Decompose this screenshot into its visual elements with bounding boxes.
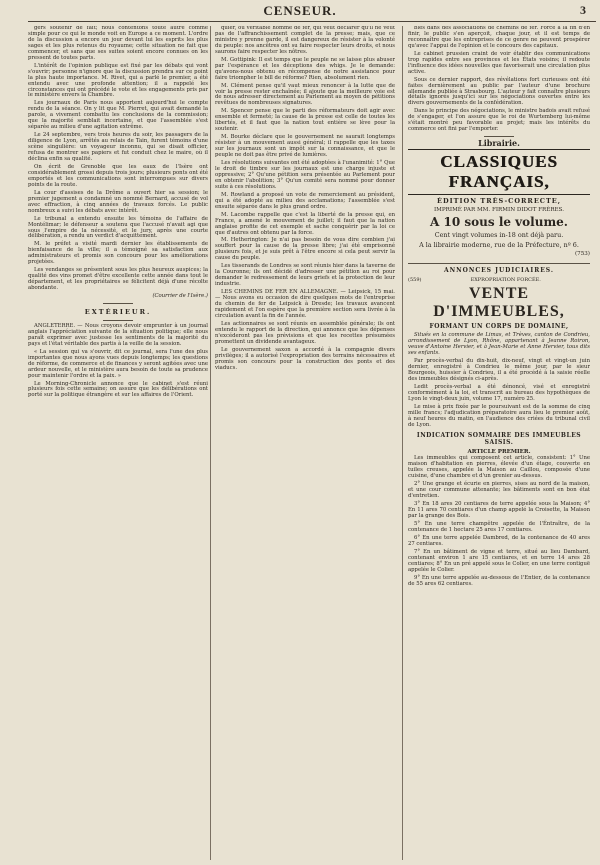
edition-subtitle: ÉDITION TRÈS-CORRECTE, xyxy=(436,197,562,206)
article-paragraph: Le Morning-Chronicle annonce que le cabinet s'est réuni plusieurs fois cette semaine; on assure que les délibérations ont porté sur la politique étrangère et sur les affaires de l'Orient. xyxy=(28,380,208,399)
article-paragraph: On écrit de Grenoble que les eaux de l'Isère ont considérablement grossi depuis trois jours; plusieurs ponts ont été emportés et les communications sont interrompues sur divers points de la route. xyxy=(28,163,208,188)
column-divider xyxy=(210,26,211,860)
volumes-line: Cent vingt volumes in-18 ont déjà paru. xyxy=(434,231,564,240)
column-middle xyxy=(215,26,395,860)
notice-paragraph: Ledit procès-verbal a été dénoncé, visé et enregistré conformément à la loi, et transcrit au bureau des hypothèques de Lyon le vingt-deux juin, volume 17, numéro 25. xyxy=(408,383,590,402)
notice-paragraph: Situés en la commune de Limas, et Trèves, canton de Condrieu, arrondissement de Lyon, Rhône, appartenant à Jeanne Roiron, veuve d'Antoine Hervier, et à Jean-Marie et Anne Hervier, tous dits ses enfants. xyxy=(408,332,590,357)
notice-paragraph: 9° En une terre appelée au-dessous de l'Entier, de la contenance de 55 ares 62 centiares. xyxy=(408,574,590,587)
article-premier-heading: ARTICLE PREMIER. xyxy=(467,449,531,456)
classiques-francais-title: CLASSIQUES FRANÇAIS, xyxy=(408,149,590,195)
article-paragraph: Le gouvernement saxon a accordé à la compagnie divers privilèges; il a autorisé l'expropriation des terrains nécessaires et promis son concours pour la construction des ponts et des viaducs. xyxy=(215,346,395,371)
section-divider xyxy=(103,320,133,321)
article-paragraph: Sous ce dernier rapport, des révélations fort curieuses ont été faites dernièrement au public par l'auteur d'une brochure allemande publiée à Strasbourg. L'auteur y fait connaître plusieurs détails ignorés jusqu'ici sur les négociations ouvertes entre les divers gouvernements de la confédération. xyxy=(408,76,590,107)
notice-paragraph: 6° En une terre appelée Dambred, de la contenance de 40 ares 27 centiares. xyxy=(408,534,590,547)
notice-paragraph: Par procès-verbal du dix-huit, dix-neuf, vingt et vingt-un juin dernier, enregistré à Condrieu le même jour, par le sieur Bourgeois, huissier à Condrieu, il a été procédé à la saisie réelle des immeubles désignés ci-après. xyxy=(408,357,590,382)
article-paragraph: M. Hetherington: Je n'ai pas besoin de vous dire combien j'ai souffert pour la cause de la presse libre; j'ai été emprisonné plusieurs fois, et je suis prêt à l'être encore si cela peut servir la cause du peuple. xyxy=(215,237,395,262)
reference-number: (753) xyxy=(574,251,590,258)
article-paragraph: « La session qui va s'ouvrir, dit ce journal, sera l'une des plus importantes que nous ayons vues depuis longtemps; les questions de réforme, de commerce et de finances y seront agitées avec une ardeur nouvelle, et le ministère aura besoin de toute sa prudence pour maintenir l'ordre et la paix. » xyxy=(28,348,208,379)
article-paragraph: M. Rowland a proposé un vote de remerciement au président, qui a été adopté au milieu des acclamations; l'assemblée s'est ensuite séparée dans le plus grand ordre. xyxy=(215,191,395,210)
indication-sommaire-heading: INDICATION SOMMAIRE DES IMMEUBLES SAISIS. xyxy=(416,432,582,447)
article-paragraph: M. Bourke déclare que le gouvernement ne saurait longtemps résister à un mouvement aussi général; il rappelle que les taxes sur les journaux sont un impôt sur la connaissance, et que le peuple ne doit pas être privé de lumières. xyxy=(215,134,395,159)
article-paragraph: blés dans des associations de chemins de fer. Force à la fin d'en finir, le public s'en aperçoit, chaque jour, et il est temps de reconnaître que les entreprises de ce genre ne peuvent prospérer qu'avec l'appui de l'opinion et le concours des capitaux. xyxy=(408,26,590,49)
annonces-judiciaires-heading: ANNONCES JUDICIAIRES. xyxy=(408,263,590,274)
newspaper-title: CENSEUR. xyxy=(263,3,337,18)
article-paragraph: M. Spencer pense que le parti des réformateurs doit agir avec ensemble et fermeté; la cause de la presse est celle de toutes les libertés, et il faut que la nation tout entière se lève pour la soutenir. xyxy=(215,108,395,133)
vente-immeubles-title: VENTE D'IMMEUBLES, xyxy=(433,285,565,321)
vente-subtitle: FORMANT UN CORPS DE DOMAINE, xyxy=(429,323,569,331)
price-line: A 10 sous le volume. xyxy=(430,215,568,230)
notice-paragraph: 5° En une terre champêtre appelée de l'Éntraître, de la contenance de 1 hectare 25 ares 17 centiares. xyxy=(408,520,590,533)
article-paragraph: La cour d'assises de la Drôme a ouvert hier sa session; le premier jugement a condamné un nommé Bernard, accusé de vol avec effraction, à cinq années de travaux forcés. Le public nombreux a suivi les débats avec intérêt. xyxy=(28,189,208,214)
column-left xyxy=(28,26,208,860)
article-paragraph: LES CHEMINS DE FER EN ALLEMAGNE. — Leipsick, 15 mai. — Nous avons eu occasion de dire quelques mots de l'entreprise du chemin de fer de Leipsick à Dresde; les travaux avancent rapidement et l'on espère que la première section sera livrée à la circulation avant la fin de l'année. xyxy=(215,289,395,319)
article-paragraph: Le 24 septembre, vers trois heures du soir, les passagers de la diligence de Lyon, arrêtés au relais de Tain, furent témoins d'une scène singulière: un voyageur inconnu, qui se disait officier, refusa de montrer ses papiers et fut conduit chez le maire, où il déclina enfin sa qualité. xyxy=(28,132,208,163)
article-paragraph: L'intérêt de l'opinion publique est fixé par les débats qui vont s'ouvrir; personne n'ignore que la discussion prendra sur ce point la plus haute importance. M. Rivet, qui a parlé le premier, a été entendu avec une profonde attention; il a rappelé les circonstances qui ont précédé le vote et les engagements pris par le ministère envers la Chambre. xyxy=(28,62,208,99)
printer-line: IMPRIMÉ PAR MM. FIRMIN DIDOT FRÈRES. xyxy=(433,207,565,214)
page-number: 3 xyxy=(580,3,586,17)
notice-paragraph: 7° En un bâtiment de vigne et terre, situé au lieu Dambard, contenant environ 1 are 15 centiares, et en terre 14 ares 28 centiares; 8° En un pré appelé sous le Colier, en une terre contiguë appelée le Colier. xyxy=(408,548,590,573)
article-paragraph: M. le préfet a visité mardi dernier les établissements de bienfaisance de la ville; il a témoigné sa satisfaction aux administrateurs et promis son concours pour les améliorations projetées. xyxy=(28,241,208,266)
article-paragraph: Les tisserands de Londres se sont réunis hier dans la taverne de la Couronne; ils ont décidé d'adresser une pétition au roi pour demander le redressement de leurs griefs et la protection de leur industrie. xyxy=(215,263,395,288)
notice-paragraph: 2° Une grange et écurie en pierres, sises au nord de la maison, et une cour commune attenante; les bâtiments sont en bon état d'entretien. xyxy=(408,481,590,500)
article-paragraph: gers soutenir de fait; nous contentons toute autre comme simple pour ce qui le monde voit en Europe a ce moment. L'ordre de la discussion a encore un jour devant lui les esprits les plus sages et les plus retenus du royaume; cette situation ne fait que commencer, et sans que ses suites soient encore connues on les pressent de toutes parts. xyxy=(28,26,208,61)
librairie-heading: Librairie. xyxy=(478,138,520,149)
article-paragraph: quier, ou véritable homme de fer, qui veut déclarer qu'il ne veut pas de l'affranchissement complet de la presse; mais, que ce ministre y prenne garde, il est dangereux de résister à la volonté du peuple: nos ancêtres ont su faire respecter leurs droits, et nous saurons faire respecter les nôtres. xyxy=(215,26,395,55)
notice-paragraph: 3° En 18 ares 20 centiares de terre appelée sous la Maison; 4° En 11 ares 70 centiares d'un champ appelé la Croisette, la Maison par la grange des Bois. xyxy=(408,501,590,520)
section-divider xyxy=(484,136,514,137)
article-paragraph: Le cabinet prussien craint de voir établir des communications trop rapides entre ses provinces et les États voisins; il redoute l'influence des idées nouvelles que favoriserait une circulation plus active. xyxy=(408,50,590,75)
article-paragraph: Le tribunal a entendu ensuite les témoins de l'affaire de Montélimar; le défenseur a soutenu que l'accusé n'avait agi que sous l'empire de la nécessité, et le jury, après une courte délibération, a rendu un verdict d'acquittement. xyxy=(28,215,208,240)
address-line: A la librairie moderne, rue de la Préfecture, nº 6. xyxy=(419,241,579,250)
source-byline: (Courrier de l'Isère.) xyxy=(152,293,208,300)
section-heading-exterieur: EXTÉRIEUR. xyxy=(84,307,152,316)
article-paragraph: M. Clément pense qu'il vaut mieux renoncer à la lutte que de voir la presse rester enchaînée; il ajoute que la meilleure voie est de nous adresser directement au Parlement au moyen de pétitions revêtues de nombreuses signatures. xyxy=(215,82,395,107)
article-paragraph: ANGLETERRE. — Nous croyons devoir emprunter à un journal anglais l'appréciation suivante de la situation politique; elle nous paraît exprimer avec justesse les sentiments de la majorité du pays et l'état véritable des partis à la veille de la session. xyxy=(28,322,208,347)
section-divider xyxy=(103,303,133,304)
reference-number: (559) xyxy=(408,277,422,284)
article-paragraph: Dans le principe des négociations, le ministre badois avait refusé de s'engager, et l'on assure que le roi de Wurtemberg lui-même s'était montré peu favorable au projet; mais les intérêts du commerce ont fini par l'emporter. xyxy=(408,108,590,133)
column-divider xyxy=(402,26,403,860)
expropriation-label: EXPROPRIATION FORCÉE. xyxy=(470,277,541,284)
masthead xyxy=(0,0,600,20)
article-paragraph: Les résolutions suivantes ont été adoptées à l'unanimité: 1° Que le droit de timbre sur les journaux est une charge injuste et oppressive; 2° Qu'une pétition sera présentée au Parlement pour en obtenir l'abolition; 3° Qu'un comité sera nommé pour donner suite à ces résolutions. xyxy=(215,160,395,190)
notice-paragraph: Les immeubles qui composent cet article, consistent: 1° Une maison d'habitation en pierres, élevée d'un étage, couverte en tuiles creuses, appelée la Maison au Caillou, composée d'une cuisine, d'une chambre et d'un grenier au-dessus. xyxy=(408,455,590,480)
article-paragraph: M. Lacombe rappelle que c'est la liberté de la presse qui, en France, a amené le mouvement de juillet; il faut que la nation anglaise profite de cet exemple et sache conquérir par la loi ce que d'autres ont obtenu par la force. xyxy=(215,211,395,236)
column-right xyxy=(408,26,590,860)
article-paragraph: Les actionnaires se sont réunis en assemblée générale; ils ont entendu le rapport de la direction, qui annonce que les dépenses n'excéderont pas les prévisions et que les recettes présumées promettent un dividende avantageux. xyxy=(215,320,395,345)
article-paragraph: M. Gottipink: Il est temps que le peuple ne se laisse plus abuser par l'espérance et les déceptions des whigs. Je le demande: qu'avons-nous obtenu en récompense de notre assistance pour faire triompher le bill de réforme? Rien, absolument rien. xyxy=(215,56,395,81)
expropriation-row xyxy=(408,277,590,283)
header-rule xyxy=(28,21,596,22)
notice-paragraph: Le mise à prix fixée par le poursuivant est de la somme de cinq mille francs; l'adjudication préparatoire aura lieu le premier août, à neuf heures du matin, en l'audience des criées du tribunal civil de Lyon. xyxy=(408,403,590,428)
article-paragraph: Les vendanges se présentent sous les plus heureux auspices; la qualité des vins promet d'être excellente cette année dans tout le département, et les propriétaires se félicitent déjà d'une récolte abondante. xyxy=(28,267,208,292)
article-paragraph: Les journaux de Paris nous apportent aujourd'hui le compte rendu de la séance. On y lit que M. Pierret, qui avait demandé la parole, a vivement combattu les conclusions de la commission; que la majorité semblait incertaine, et que l'assemblée s'est séparée au milieu d'une agitation extrême. xyxy=(28,100,208,131)
